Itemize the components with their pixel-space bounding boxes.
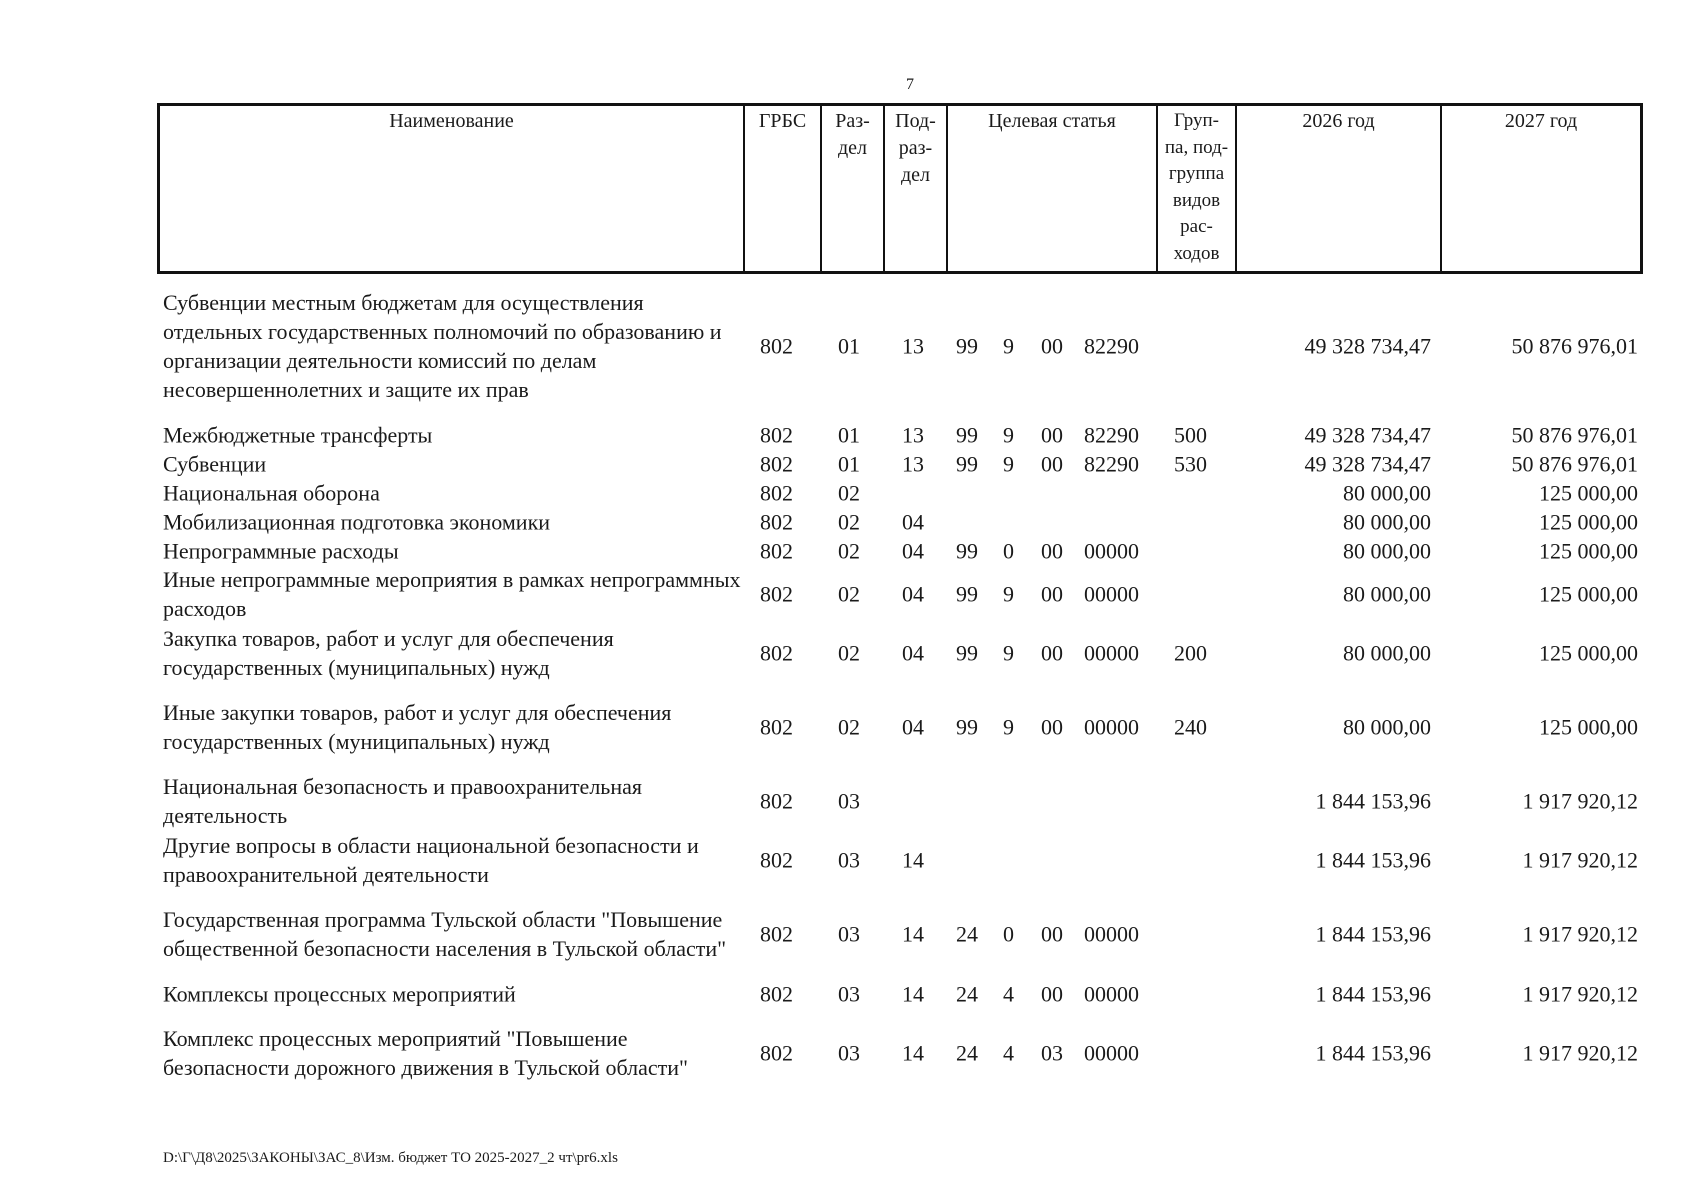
row-cs-program: 99 [956,451,978,476]
row-cs-direction: 00000 [1084,538,1139,563]
row-cs-direction: 82290 [1084,422,1139,447]
row-grbs: 802 [760,1040,793,1066]
row-2026: 1 844 153,96 [1315,921,1431,947]
header-2027: 2027 год [1440,106,1640,271]
row-name: Субвенции [163,451,267,476]
header-celevaya: Целевая статья [946,106,1156,271]
row-2027: 1 917 920,12 [1522,1040,1638,1066]
row-cs-direction: 00000 [1084,581,1139,607]
row-cs-sub: 00 [1041,422,1063,447]
row-name: Государственная программа Тульской области "Повышение общественной безопасности населения в Тульской области" [163,907,727,961]
row-cs-direction: 00000 [1084,921,1139,947]
row-podrazdel: 04 [902,538,924,563]
row-2026: 49 328 734,47 [1304,451,1431,476]
row-razdel: 02 [838,538,860,563]
row-cs-program: 24 [956,1040,978,1066]
row-razdel: 01 [838,422,860,447]
row-name: Межбюджетные трансферты [163,422,433,447]
row-name: Комплексы процессных мероприятий [163,981,516,1006]
table-row [0,772,1693,830]
row-cs-type: 4 [1003,981,1014,1006]
row-podrazdel: 13 [902,451,924,476]
row-cs-sub: 00 [1041,921,1063,947]
row-grbs: 802 [760,921,793,947]
table-row [0,831,1693,889]
row-razdel: 01 [838,333,860,359]
row-podrazdel: 04 [902,714,924,740]
row-cs-direction: 00000 [1084,981,1139,1006]
row-cs-sub: 00 [1041,581,1063,607]
row-name: Другие вопросы в области национальной безопасности и правоохранительной деятельности [163,833,699,887]
row-cs-program: 24 [956,921,978,947]
row-podrazdel: 14 [902,921,924,947]
row-2027: 125 000,00 [1539,581,1638,607]
row-cs-direction: 82290 [1084,451,1139,476]
row-2026: 1 844 153,96 [1315,981,1431,1006]
row-grbs: 802 [760,480,793,505]
row-razdel: 02 [838,480,860,505]
row-razdel: 03 [838,847,860,873]
header-2026: 2026 год [1235,106,1440,271]
row-podrazdel: 04 [902,581,924,607]
row-cs-sub: 00 [1041,538,1063,563]
table-row [0,478,1693,507]
row-name: Иные непрограммные мероприятия в рамках непрограммных расходов [163,567,741,621]
row-grbs: 802 [760,422,793,447]
row-cs-type: 9 [1003,333,1014,359]
row-2026: 49 328 734,47 [1304,422,1431,447]
row-razdel: 02 [838,714,860,740]
row-cs-type: 0 [1003,538,1014,563]
row-cs-program: 99 [956,714,978,740]
row-cs-direction: 00000 [1084,1040,1139,1066]
row-grbs: 802 [760,981,793,1006]
row-cs-program: 24 [956,981,978,1006]
header-razdel: Раз- дел [820,106,883,271]
row-2026: 1 844 153,96 [1315,847,1431,873]
row-razdel: 02 [838,640,860,666]
row-cs-type: 9 [1003,451,1014,476]
row-2027: 125 000,00 [1539,480,1638,505]
row-cs-type: 9 [1003,714,1014,740]
table-row [0,890,1693,978]
row-name: Закупка товаров, работ и услуг для обеспечения государственных (муниципальных) нужд [163,626,614,680]
row-2026: 80 000,00 [1343,640,1431,666]
row-name: Непрограммные расходы [163,538,399,563]
row-razdel: 03 [838,788,860,814]
table-row [0,979,1693,1008]
row-cs-program: 99 [956,640,978,666]
row-name: Субвенции местным бюджетам для осуществления отдельных государственных полномочий по образованию и организации деятельности комиссий по делам несовершеннолетних и защите их прав [163,290,722,402]
row-podrazdel: 13 [902,422,924,447]
file-path-footer: D:\Г\Д8\2025\ЗАКОНЫ\ЗАС_8\Изм. бюджет ТО 2025-2027_2 чт\pr6.xls [163,1150,618,1166]
row-grbs: 802 [760,538,793,563]
row-2026: 80 000,00 [1343,538,1431,563]
row-2027: 125 000,00 [1539,509,1638,534]
page-number: 7 [906,76,914,93]
row-cs-program: 99 [956,422,978,447]
row-cs-direction: 00000 [1084,640,1139,666]
row-group: 500 [1174,422,1207,447]
row-name: Мобилизационная подготовка экономики [163,509,551,534]
row-2027: 1 917 920,12 [1522,847,1638,873]
row-grbs: 802 [760,714,793,740]
row-2026: 80 000,00 [1343,480,1431,505]
header-podrazdel: Под- раз- дел [883,106,946,271]
row-grbs: 802 [760,640,793,666]
table-row [0,288,1693,404]
table-row [0,507,1693,536]
row-2026: 80 000,00 [1343,509,1431,534]
row-2027: 125 000,00 [1539,538,1638,563]
row-2027: 50 876 976,01 [1511,333,1638,359]
row-grbs: 802 [760,847,793,873]
table-row [0,698,1693,756]
row-podrazdel: 04 [902,640,924,666]
table-row [0,1024,1693,1082]
row-cs-sub: 00 [1041,981,1063,1006]
row-podrazdel: 13 [902,333,924,359]
row-2026: 1 844 153,96 [1315,1040,1431,1066]
row-cs-sub: 00 [1041,333,1063,359]
row-2026: 49 328 734,47 [1304,333,1431,359]
header-gruppa: Груп- па, под- группа видов рас- ходов [1156,106,1235,271]
row-2026: 1 844 153,96 [1315,788,1431,814]
row-2027: 50 876 976,01 [1511,451,1638,476]
row-grbs: 802 [760,333,793,359]
row-group: 200 [1174,640,1207,666]
row-razdel: 03 [838,1040,860,1066]
row-2026: 80 000,00 [1343,714,1431,740]
row-2027: 125 000,00 [1539,714,1638,740]
header-grbs: ГРБС [743,106,820,271]
row-razdel: 03 [838,981,860,1006]
row-cs-type: 9 [1003,640,1014,666]
row-cs-type: 9 [1003,581,1014,607]
row-cs-type: 9 [1003,422,1014,447]
row-2027: 1 917 920,12 [1522,788,1638,814]
row-razdel: 03 [838,921,860,947]
row-name: Национальная безопасность и правоохранительная деятельность [163,774,642,828]
row-2027: 1 917 920,12 [1522,921,1638,947]
row-cs-sub: 00 [1041,640,1063,666]
row-cs-program: 99 [956,581,978,607]
row-grbs: 802 [760,581,793,607]
row-2027: 50 876 976,01 [1511,422,1638,447]
row-grbs: 802 [760,788,793,814]
row-cs-type: 0 [1003,921,1014,947]
row-grbs: 802 [760,451,793,476]
row-podrazdel: 14 [902,847,924,873]
row-cs-sub: 03 [1041,1040,1063,1066]
row-2027: 125 000,00 [1539,640,1638,666]
table-row [0,449,1693,478]
row-grbs: 802 [760,509,793,534]
row-name: Национальная оборона [163,480,380,505]
row-podrazdel: 04 [902,509,924,534]
header-name: Наименование [389,110,514,132]
row-razdel: 02 [838,509,860,534]
table-row [0,624,1693,682]
table-row [0,565,1693,623]
row-cs-sub: 00 [1041,451,1063,476]
row-podrazdel: 14 [902,1040,924,1066]
row-cs-direction: 00000 [1084,714,1139,740]
row-cs-program: 99 [956,538,978,563]
row-cs-sub: 00 [1041,714,1063,740]
row-2027: 1 917 920,12 [1522,981,1638,1006]
row-razdel: 01 [838,451,860,476]
row-cs-type: 4 [1003,1040,1014,1066]
row-cs-program: 99 [956,333,978,359]
row-podrazdel: 14 [902,981,924,1006]
row-2026: 80 000,00 [1343,581,1431,607]
table-row [0,420,1693,449]
row-name: Иные закупки товаров, работ и услуг для обеспечения государственных (муниципальных) нужд [163,700,672,754]
row-group: 530 [1174,451,1207,476]
table-row [0,536,1693,565]
row-name: Комплекс процессных мероприятий "Повышение безопасности дорожного движения в Тульской области" [163,1026,688,1080]
row-cs-direction: 82290 [1084,333,1139,359]
row-group: 240 [1174,714,1207,740]
row-razdel: 02 [838,581,860,607]
